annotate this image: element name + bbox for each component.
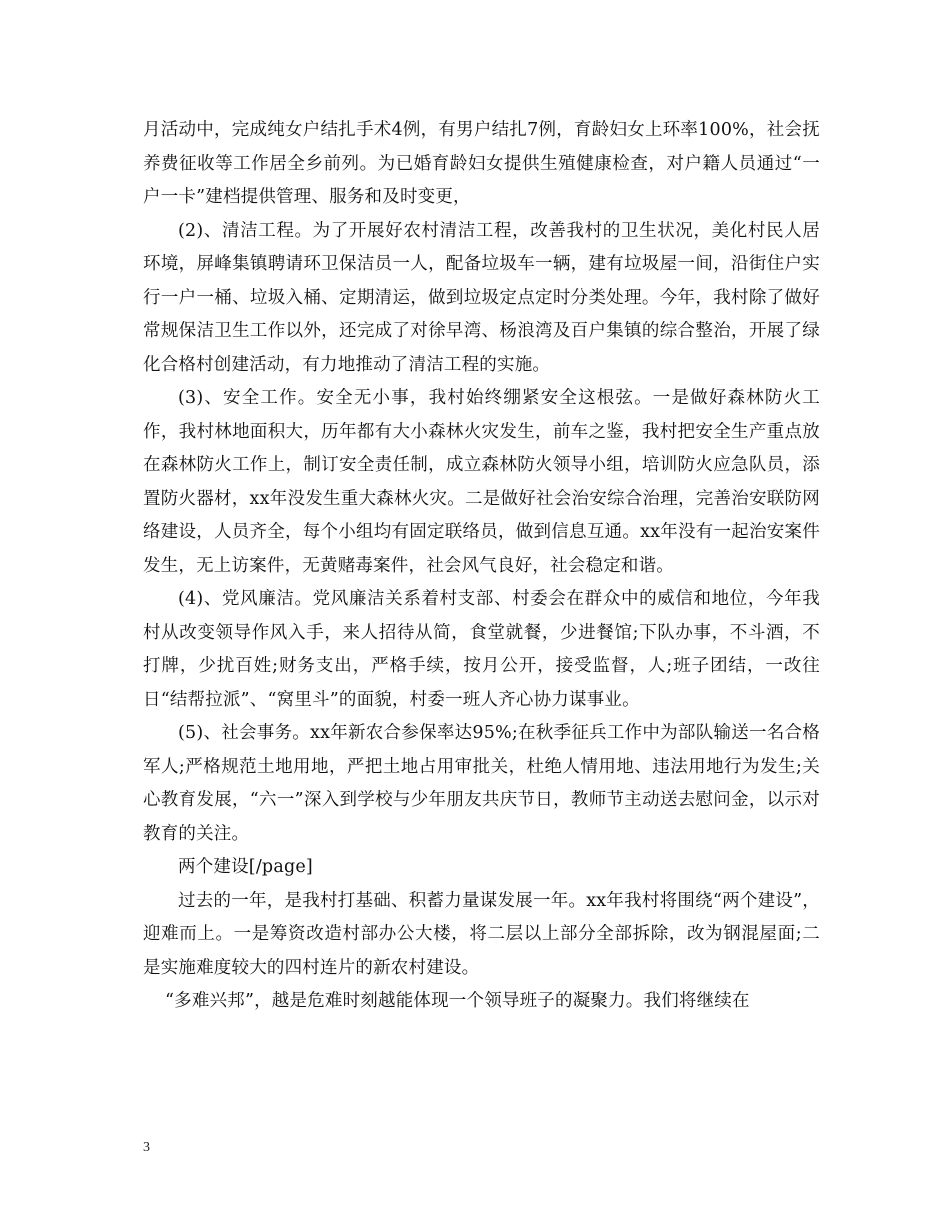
paragraph-social-affairs: (5)、社会事务。xx年新农合参保率达95%;在秋季征兵工作中为部队输送一名合格军人;严格规范土地用地，严把土地占用审批关，杜绝人情用地、违法用地行为发生;关心教育发展，“六一”深入到学校与少年朋友共庆节日，教师节主动送去慰问金，以示对教育的关注。 (143, 723, 820, 844)
section-heading-two-constructions: 两个建设[/page] (178, 857, 313, 877)
paragraph-party-integrity: (4)、党风廉洁。党风廉洁关系着村支部、村委会在群众中的威信和地位，今年我村从改变领导作风入手，来人招待从简，食堂就餐，少进餐馆;下队办事，不斗酒，不打牌，少扰百姓;财务支出，严格手续，按月公开，接受监督，人;班子团结，一改往日“结帮拉派”、“窝里斗”的面貌，村委一班人齐心协力谋事业。 (143, 589, 820, 710)
paragraph-closing: “多难兴邦”，越是危难时刻越能体现一个领导班子的凝聚力。我们将继续在 (165, 991, 750, 1011)
page-number: 3 (143, 1140, 150, 1155)
document-body (143, 114, 820, 1019)
paragraph-clean-project: (2)、清洁工程。为了开展好农村清洁工程，改善我村的卫生状况，美化村民人居环境，屏峰集镇聘请环卫保洁员一人，配备垃圾车一辆，建有垃圾屋一间，沿街住户实行一户一桶、垃圾入桶、定期清运，做到垃圾定点定时分类处理。今年，我村除了做好常规保洁卫生工作以外，还完成了对徐早湾、杨浪湾及百户集镇的综合整治，开展了绿化合格村创建活动，有力地推动了清洁工程的实施。 (143, 220, 820, 375)
paragraph-past-year: 过去的一年，是我村打基础、积蓄力量谋发展一年。xx年我村将围绕“两个建设”，迎难而上。一是筹资改造村部办公大楼，将二层以上部分全部拆除，改为钢混屋面;二是实施难度较大的四村连片的新农村建设。 (143, 890, 820, 978)
paragraph-safety-work: (3)、安全工作。安全无小事，我村始终绷紧安全这根弦。一是做好森林防火工作，我村林地面积大，历年都有大小森林火灾发生，前车之鉴，我村把安全生产重点放在森林防火工作上，制订安全责任制，成立森林防火领导小组，培训防火应急队员，添置防火器材，xx年没发生重大森林火灾。二是做好社会治安综合治理，完善治安联防网络建设，人员齐全，每个小组均有固定联络员，做到信息互通。xx年没有一起治安案件发生，无上访案件，无黄赌毒案件，社会风气良好，社会稳定和谐。 (143, 388, 820, 576)
paragraph-1: 月活动中，完成纯女户结扎手术4例，有男户结扎7例，育龄妇女上环率100%，社会抚养费征收等工作居全乡前列。为已婚育龄妇女提供生殖健康检查，对户籍人员通过“一户一卡”建档提供管理、服务和及时变更， (143, 120, 820, 207)
